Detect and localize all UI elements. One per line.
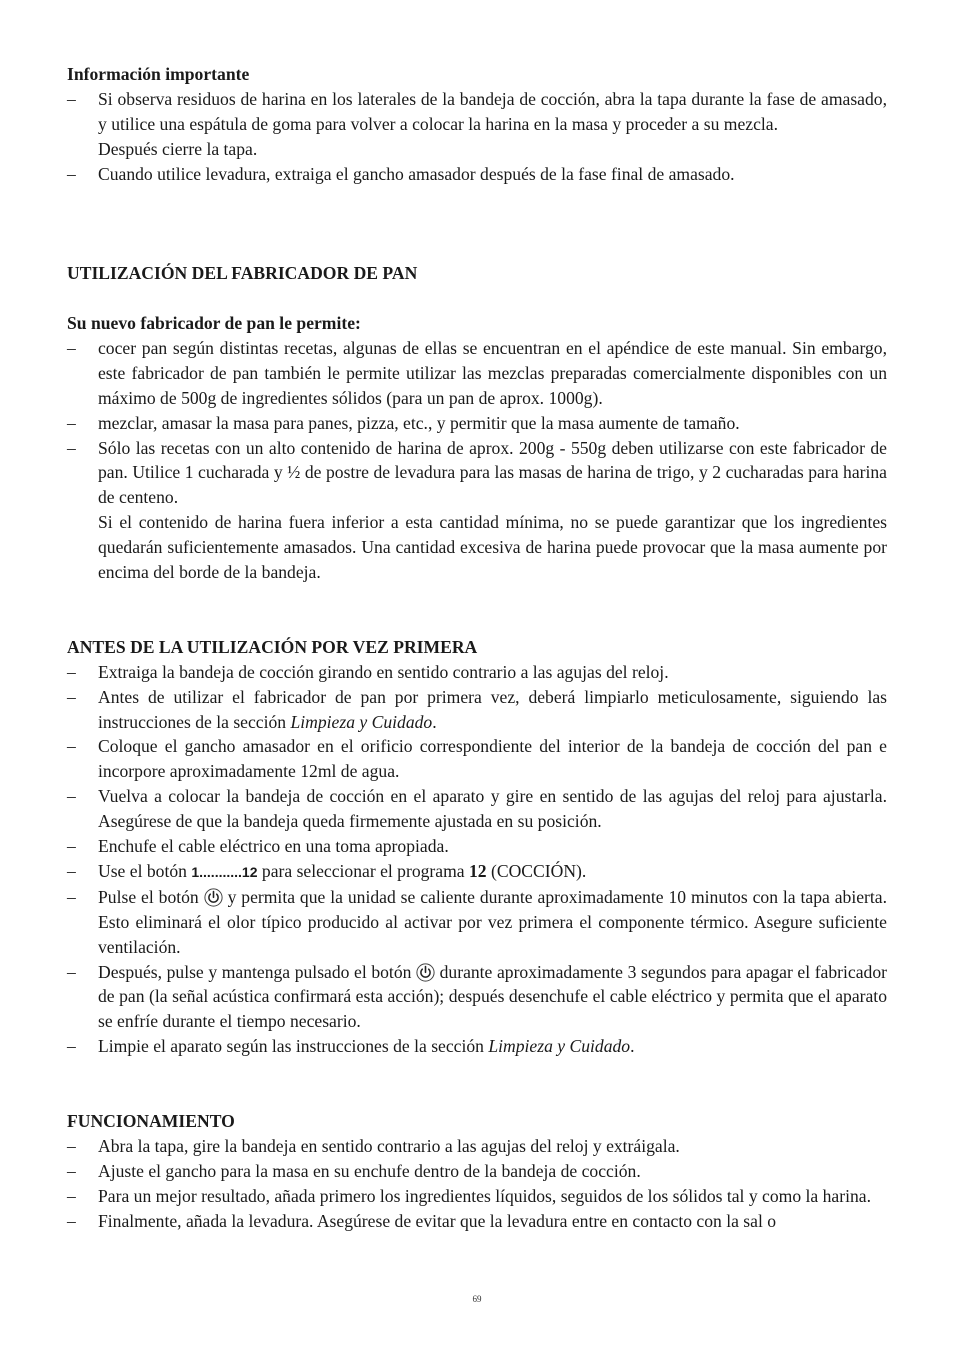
list-item-text-end: (COCCIÓN).	[486, 860, 587, 881]
list-item	[67, 859, 887, 885]
list-dash: –	[67, 88, 76, 109]
list-item	[67, 960, 887, 1035]
usage-heading: UTILIZACIÓN DEL FABRICADOR DE PAN	[67, 263, 418, 284]
list-item	[67, 162, 887, 187]
list-dash: –	[67, 786, 76, 807]
list-item	[67, 1134, 887, 1159]
list-item-text: Abra la tapa, gire la bandeja en sentido contrario a las agujas del reloj y extráigala.	[98, 1135, 680, 1156]
list-item-text-mid: para seleccionar el programa	[257, 860, 469, 881]
list-item	[67, 1184, 887, 1209]
list-item	[67, 660, 887, 685]
list-dash: –	[67, 163, 76, 184]
first-use-heading: ANTES DE LA UTILIZACIÓN POR VEZ PRIMERA	[67, 636, 478, 657]
list-item-text-end: y permita que la unidad se caliente durante aproximadamente 10 minutos con la tapa abierta. Esto eliminará el olor típico producido al activar por vez primera el componente térmico. Asegure suficiente ventilación.	[98, 886, 888, 957]
power-button-icon	[416, 963, 435, 982]
list-item-text: Sólo las recetas con un alto contenido de harina de aprox. 200g - 550g deben utilizarse con este fabricador de pan. Utilice 1 cucharada y ½ de postre de levadura para las masas de harina de trigo, y 2 cucharadas para harina de centeno.	[98, 437, 887, 508]
list-item-text: Enchufe el cable eléctrico en una toma apropiada.	[98, 836, 449, 857]
list-item	[67, 336, 887, 411]
list-item	[67, 87, 887, 137]
program-selector-label: 1...........12	[191, 863, 258, 880]
list-item-continuation: Después cierre la tapa.	[98, 138, 258, 159]
list-item	[67, 834, 887, 859]
list-item	[67, 1209, 887, 1234]
list-item-text: Limpie el aparato según las instrucciones de la sección	[98, 1036, 489, 1057]
info-title: Información importante	[67, 64, 250, 84]
list-dash: –	[67, 961, 76, 982]
page-number: 69	[472, 1294, 482, 1304]
list-dash: –	[67, 836, 76, 857]
section-reference: Limpieza y Cuidado	[290, 711, 433, 732]
list-item	[67, 784, 887, 834]
list-item-text-end: .	[432, 711, 437, 732]
list-dash: –	[67, 412, 76, 433]
list-item-text-end: durante aproximadamente 3 segundos para apagar el fabricador de pan (la señal acústica confirmará esta acción); después desenchufe el cable eléctrico y permita que el aparato se enfríe durante el tiempo necesario.	[98, 961, 887, 1032]
list-item-text-end: .	[630, 1036, 635, 1057]
usage-subheading: Su nuevo fabricador de pan le permite:	[67, 313, 361, 334]
program-number: 12	[469, 860, 487, 881]
list-item-text: Extraiga la bandeja de cocción girando en sentido contrario a las agujas del reloj.	[98, 661, 669, 682]
list-item-text: Finalmente, añada la levadura. Asegúrese de evitar que la levadura entre en contacto con la sal o	[98, 1210, 777, 1231]
list-item-text: Cuando utilice levadura, extraiga el gancho amasador después de la fase final de amasado.	[98, 163, 735, 184]
list-item	[67, 685, 887, 735]
list-dash: –	[67, 1210, 76, 1231]
list-item	[67, 734, 887, 784]
list-dash: –	[67, 1160, 76, 1181]
section-reference: Limpieza y Cuidado	[488, 1036, 631, 1057]
list-item-text: Pulse el botón	[98, 886, 204, 907]
document-page	[67, 62, 887, 1234]
list-item-text: Después, pulse y mantenga pulsado el botón	[98, 961, 417, 982]
power-button-icon	[204, 888, 223, 907]
list-dash: –	[67, 686, 76, 707]
list-dash: –	[67, 736, 76, 757]
list-item-text: Para un mejor resultado, añada primero los ingredientes líquidos, seguidos de los sólidos tal y como la harina.	[98, 1185, 871, 1206]
list-item	[67, 1159, 887, 1184]
list-dash: –	[67, 1185, 76, 1206]
list-item-text: Use el botón	[98, 860, 192, 881]
list-dash: –	[67, 886, 76, 907]
list-dash: –	[67, 337, 76, 358]
operation-heading: FUNCIONAMIENTO	[67, 1110, 235, 1131]
list-item-text: cocer pan según distintas recetas, algunas de ellas se encuentran en el apéndice de este manual. Sin embargo, este fabricador de pan también le permite utilizar las mezclas preparadas comercialmente disponibles con un máximo de 500g de ingredientes sólidos (para un pan de aprox. 1000g).	[98, 337, 887, 408]
list-item-text: mezclar, amasar la masa para panes, pizza, etc., y permitir que la masa aumente de tamaño.	[98, 412, 740, 433]
list-item-text: Si observa residuos de harina en los laterales de la bandeja de cocción, abra la tapa durante la fase de amasado, y utilice una espátula de goma para volver a colocar la harina en la masa y proceder a su mezcla.	[98, 88, 887, 134]
list-dash: –	[67, 437, 76, 458]
list-item	[67, 436, 887, 511]
list-item-text: Vuelva a colocar la bandeja de cocción en el aparato y gire en sentido de las agujas del reloj para ajustarla. Asegúrese de que la bandeja queda firmemente ajustada en su posición.	[98, 786, 887, 832]
list-item-text: Antes de utilizar el fabricador de pan por primera vez, deberá limpiarlo meticulosamente, siguiendo las instrucciones de la sección	[98, 686, 887, 732]
list-item	[67, 411, 887, 436]
list-item-text: Ajuste el gancho para la masa en su enchufe dentro de la bandeja de cocción.	[98, 1160, 641, 1181]
list-dash: –	[67, 661, 76, 682]
list-item-continuation: Si el contenido de harina fuera inferior a esta cantidad mínima, no se puede garantizar que los ingredientes quedarán suficientemente amasados. Una cantidad excesiva de harina puede provocar que la masa aumente por encima del borde de la bandeja.	[98, 512, 887, 583]
list-dash: –	[67, 1036, 76, 1057]
list-item	[67, 1034, 887, 1059]
list-item	[67, 885, 887, 960]
list-dash: –	[67, 1135, 76, 1156]
list-dash: –	[67, 860, 76, 881]
list-item-text: Coloque el gancho amasador en el orificio correspondiente del interior de la bandeja de cocción del pan e incorpore aproximadamente 12ml de agua.	[98, 736, 887, 782]
